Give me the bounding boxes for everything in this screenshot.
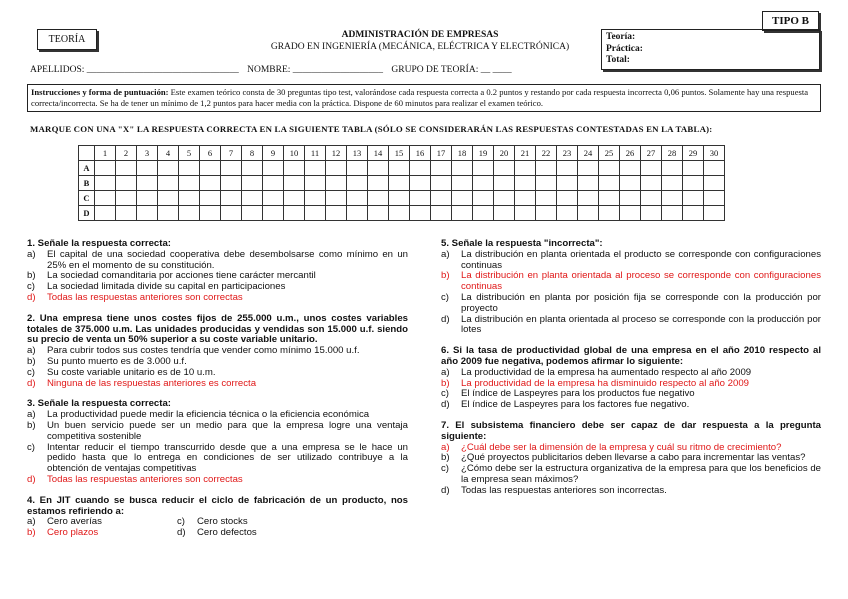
option-label: a) <box>27 345 36 357</box>
answer-option <box>177 528 327 539</box>
option-text: La distribución en planta orientada al proceso se corresponde con la producción por lotes <box>461 313 821 336</box>
answer-cell[interactable] <box>599 191 620 206</box>
answer-table <box>78 145 725 221</box>
column-number: 10 <box>284 146 305 161</box>
option-text: La distribución en planta por posición fija se corresponde con la producción por proyecto <box>461 291 821 314</box>
answer-cell[interactable] <box>683 191 704 206</box>
exam-title: ADMINISTRACIÓN DE EMPRESAS <box>341 30 499 40</box>
answer-cell[interactable] <box>662 176 683 191</box>
column-number: 9 <box>263 146 284 161</box>
answer-cell[interactable] <box>200 176 221 191</box>
instructions-box <box>27 84 821 112</box>
teoria-badge: TEORÍA <box>37 29 97 50</box>
column-number: 26 <box>620 146 641 161</box>
answer-cell[interactable] <box>116 161 137 176</box>
answer-row <box>79 191 725 206</box>
answer-cell[interactable] <box>200 191 221 206</box>
answer-cell[interactable] <box>494 191 515 206</box>
answer-table-header <box>79 146 725 161</box>
answer-cell[interactable] <box>452 176 473 191</box>
answer-cell[interactable] <box>557 161 578 176</box>
tipo-badge: TIPO B <box>762 11 819 31</box>
question-title: 5. Señale la respuesta "incorrecta": <box>441 238 603 249</box>
answer-cell[interactable] <box>473 176 494 191</box>
answer-cell[interactable] <box>704 176 725 191</box>
column-number: 5 <box>179 146 200 161</box>
answer-cell[interactable] <box>683 206 704 221</box>
answer-cell[interactable] <box>242 206 263 221</box>
answer-cell[interactable] <box>368 206 389 221</box>
option-text: Todas las respuestas anteriores son incorrectas. <box>461 484 667 496</box>
answer-option <box>27 250 408 272</box>
answer-cell[interactable] <box>305 176 326 191</box>
answer-cell[interactable] <box>620 206 641 221</box>
answer-option <box>441 368 821 379</box>
answer-cell[interactable] <box>641 206 662 221</box>
option-label: d) <box>441 484 450 496</box>
answer-cell[interactable] <box>494 176 515 191</box>
answer-cell[interactable] <box>389 176 410 191</box>
score-label-total: Total: <box>606 55 630 65</box>
answer-cell[interactable] <box>347 176 368 191</box>
answer-cell[interactable] <box>158 176 179 191</box>
option-label: d) <box>27 473 36 485</box>
row-label: A <box>79 161 95 176</box>
column-number: 22 <box>536 146 557 161</box>
answer-option <box>441 293 821 315</box>
answer-cell[interactable] <box>221 191 242 206</box>
option-text: Cero averías <box>47 516 102 528</box>
answer-cell[interactable] <box>158 191 179 206</box>
answer-cell[interactable] <box>137 191 158 206</box>
answer-cell[interactable] <box>662 206 683 221</box>
answer-cell[interactable] <box>242 191 263 206</box>
column-number: 25 <box>599 146 620 161</box>
answer-cell[interactable] <box>179 206 200 221</box>
answer-cell[interactable] <box>263 161 284 176</box>
answer-cell[interactable] <box>557 206 578 221</box>
column-number: 30 <box>704 146 725 161</box>
answer-cell[interactable] <box>305 206 326 221</box>
column-number: 20 <box>494 146 515 161</box>
answer-cell[interactable] <box>683 176 704 191</box>
answer-cell[interactable] <box>179 176 200 191</box>
answer-cell[interactable] <box>347 191 368 206</box>
option-label: c) <box>177 516 185 528</box>
option-text: Cero stocks <box>197 516 248 528</box>
answer-option <box>27 293 408 304</box>
answer-option <box>27 421 408 443</box>
question-title: 2. Una empresa tiene unos costes fijos de 255.000 u.m., unos costes variables totales de 375.000 u.m. Las unidades producidas y vendidas son 15.000 u.f. siendo su precio de venta un 50% superior a su coste variable unitario. <box>27 312 408 346</box>
answer-cell[interactable] <box>536 191 557 206</box>
answer-cell[interactable] <box>473 161 494 176</box>
answer-cell[interactable] <box>452 191 473 206</box>
answer-cell[interactable] <box>137 161 158 176</box>
answer-cell[interactable] <box>305 161 326 176</box>
answer-cell[interactable] <box>515 161 536 176</box>
column-number: 18 <box>452 146 473 161</box>
option-text: El índice de Laspeyres para los productos fue negativo <box>461 388 695 400</box>
answer-cell[interactable] <box>536 161 557 176</box>
column-number: 28 <box>662 146 683 161</box>
answer-cell[interactable] <box>368 161 389 176</box>
option-label: a) <box>441 441 450 453</box>
answer-cell[interactable] <box>494 161 515 176</box>
answer-cell[interactable] <box>389 206 410 221</box>
table-corner <box>79 146 95 161</box>
answer-cell[interactable] <box>284 206 305 221</box>
answer-cell[interactable] <box>683 161 704 176</box>
option-label: c) <box>27 281 35 293</box>
answer-row <box>79 161 725 176</box>
answer-cell[interactable] <box>137 176 158 191</box>
question-title: 6. Si la tasa de productividad global de una empresa en el año 2010 respecto al año 2009 fue negativa, podemos afirmar lo siguiente: <box>441 345 821 367</box>
option-text: La sociedad limitada divide su capital en participaciones <box>47 281 286 293</box>
answer-cell[interactable] <box>347 161 368 176</box>
answer-cell[interactable] <box>368 191 389 206</box>
instructions-label: Instrucciones y forma de puntuación: <box>31 87 169 97</box>
option-text: La distribución en planta orientada al proceso se corresponde con configuraciones continuas <box>461 270 821 293</box>
question <box>27 239 408 304</box>
column-number: 7 <box>221 146 242 161</box>
score-label-teoria: Teoría: <box>606 32 636 42</box>
answer-cell[interactable] <box>116 206 137 221</box>
answer-cell[interactable] <box>431 206 452 221</box>
column-number: 2 <box>116 146 137 161</box>
answer-cell[interactable] <box>116 191 137 206</box>
answer-cell[interactable] <box>263 176 284 191</box>
answer-cell[interactable] <box>95 206 116 221</box>
answer-cell[interactable] <box>158 206 179 221</box>
answer-option <box>441 464 821 486</box>
option-label: c) <box>27 441 35 453</box>
answer-cell[interactable] <box>641 176 662 191</box>
option-label: b) <box>27 419 36 431</box>
score-box <box>601 29 820 70</box>
answer-cell[interactable] <box>242 161 263 176</box>
column-number: 8 <box>242 146 263 161</box>
option-text: Un buen servicio puede ser un medio para que la empresa logre una ventaja competitiva sostenible <box>47 419 408 442</box>
answer-cell[interactable] <box>221 206 242 221</box>
answer-cell[interactable] <box>515 206 536 221</box>
answer-cell[interactable] <box>704 191 725 206</box>
option-label: a) <box>27 248 36 260</box>
row-label: B <box>79 176 95 191</box>
answer-option <box>27 379 408 390</box>
answer-cell[interactable] <box>494 206 515 221</box>
option-text: ¿Cuál debe ser la dimensión de la empresa y cuál su ritmo de crecimiento? <box>461 441 782 453</box>
answer-cell[interactable] <box>326 191 347 206</box>
question <box>441 346 821 411</box>
column-number: 23 <box>557 146 578 161</box>
column-number: 16 <box>410 146 431 161</box>
answer-option <box>441 271 821 293</box>
answer-cell[interactable] <box>179 191 200 206</box>
answer-cell[interactable] <box>368 176 389 191</box>
answer-cell[interactable] <box>536 206 557 221</box>
question <box>441 239 821 336</box>
option-text: Para cubrir todos sus costes tendría que vender como mínimo 15.000 u.f. <box>47 345 360 357</box>
option-label: b) <box>27 270 36 282</box>
answer-cell[interactable] <box>599 206 620 221</box>
answer-cell[interactable] <box>620 176 641 191</box>
column-number: 3 <box>137 146 158 161</box>
answer-option <box>441 315 821 337</box>
answer-cell[interactable] <box>305 191 326 206</box>
option-text: El índice de Laspeyres para los factores fue negativo. <box>461 399 690 411</box>
answer-cell[interactable] <box>431 176 452 191</box>
answer-cell[interactable] <box>473 206 494 221</box>
column-number: 6 <box>200 146 221 161</box>
column-number: 29 <box>683 146 704 161</box>
answer-cell[interactable] <box>578 161 599 176</box>
question <box>27 496 408 539</box>
option-text: Ninguna de las respuestas anteriores es correcta <box>47 377 257 389</box>
answer-cell[interactable] <box>599 176 620 191</box>
column-number: 27 <box>641 146 662 161</box>
question-title: 3. Señale la respuesta correcta: <box>27 398 171 410</box>
answer-cell[interactable] <box>662 191 683 206</box>
option-label: c) <box>441 291 449 303</box>
option-text: La sociedad comanditaria por acciones tiene carácter mercantil <box>47 270 316 282</box>
option-label: d) <box>27 377 36 389</box>
option-label: d) <box>441 399 450 411</box>
answer-cell[interactable] <box>242 176 263 191</box>
question <box>441 421 821 497</box>
answer-cell[interactable] <box>95 161 116 176</box>
answer-cell[interactable] <box>326 206 347 221</box>
option-text: Cero plazos <box>47 527 99 539</box>
answer-cell[interactable] <box>200 206 221 221</box>
column-number: 19 <box>473 146 494 161</box>
option-text: La productividad de la empresa ha aumentado respecto al año 2009 <box>461 366 752 378</box>
answer-cell[interactable] <box>704 161 725 176</box>
instructions-text: Este examen teórico consta de 30 preguntas tipo test, valorándose cada respuesta correcta a 0.2 puntos y restando por cada respuesta incorrecta 0,06 puntos. Solamente hay una respuesta correcta/incorrecta. Se ha de tener un mínimo de 1,2 puntos para hacer media con la práctica. Dispone de 60 minutos para realizar el examen teórico. <box>31 87 809 108</box>
answer-cell[interactable] <box>410 206 431 221</box>
answer-cell[interactable] <box>578 176 599 191</box>
answer-cell[interactable] <box>620 191 641 206</box>
questions-right-column <box>441 239 821 507</box>
option-label: c) <box>441 388 449 400</box>
apellidos-field[interactable]: APELLIDOS: ________________________________ <box>30 65 239 75</box>
student-fields <box>30 65 518 75</box>
answer-option <box>441 400 821 411</box>
grupo-field[interactable]: GRUPO DE TEORÍA: __ ____ <box>391 65 512 75</box>
option-text: La productividad de la empresa ha disminuido respecto al año 2009 <box>461 377 749 389</box>
column-number: 4 <box>158 146 179 161</box>
exam-subtitle: GRADO EN INGENIERÍA (MECÁNICA, ELÉCTRICA Y ELECTRÓNICA) <box>270 42 570 52</box>
option-label: b) <box>27 527 36 539</box>
column-number: 14 <box>368 146 389 161</box>
column-number: 12 <box>326 146 347 161</box>
option-label: a) <box>441 366 450 378</box>
answer-cell[interactable] <box>326 176 347 191</box>
answer-option <box>27 368 408 379</box>
answer-option <box>441 486 821 497</box>
column-number: 21 <box>515 146 536 161</box>
option-text: Todas las respuestas anteriores son correctas <box>47 473 243 485</box>
option-label: b) <box>441 270 450 282</box>
answer-instruction: MARQUE CON UNA "X" LA RESPUESTA CORRECTA EN LA SIGUIENTE TABLA (SÓLO SE CONSIDERARÁN LAS RESPUESTAS CONTESTADAS EN LA TABLA): <box>30 124 713 134</box>
option-text: La productividad puede medir la eficiencia técnica o la eficiencia económica <box>47 409 370 421</box>
answer-cell[interactable] <box>431 191 452 206</box>
option-label: a) <box>27 516 36 528</box>
option-line <box>27 528 408 539</box>
option-text: Cero defectos <box>197 527 257 539</box>
option-label: b) <box>27 355 36 367</box>
option-label: d) <box>177 527 186 539</box>
score-label-practica: Práctica: <box>606 43 643 54</box>
option-label: c) <box>441 463 449 475</box>
column-number: 17 <box>431 146 452 161</box>
answer-cell[interactable] <box>116 176 137 191</box>
answer-cell[interactable] <box>473 191 494 206</box>
answer-cell[interactable] <box>137 206 158 221</box>
row-label: C <box>79 191 95 206</box>
answer-cell[interactable] <box>221 176 242 191</box>
column-number: 11 <box>305 146 326 161</box>
option-label: c) <box>27 366 35 378</box>
answer-cell[interactable] <box>284 176 305 191</box>
column-number: 15 <box>389 146 410 161</box>
answer-cell[interactable] <box>158 161 179 176</box>
answer-option <box>27 475 408 486</box>
answer-cell[interactable] <box>410 176 431 191</box>
column-number: 1 <box>95 146 116 161</box>
answer-cell[interactable] <box>641 161 662 176</box>
answer-cell[interactable] <box>704 206 725 221</box>
answer-cell[interactable] <box>263 206 284 221</box>
answer-cell[interactable] <box>557 191 578 206</box>
option-label: d) <box>27 291 36 303</box>
row-label: D <box>79 206 95 221</box>
question-title: 4. En JIT cuando se busca reducir el ciclo de fabricación de un producto, nos estamos refiriendo a: <box>27 494 408 517</box>
option-text: La distribución en planta orientada el producto se corresponde con configuraciones continuas <box>461 248 821 271</box>
answer-cell[interactable] <box>284 161 305 176</box>
answer-cell[interactable] <box>641 191 662 206</box>
option-label: a) <box>441 248 450 260</box>
option-label: b) <box>441 377 450 389</box>
answer-cell[interactable] <box>599 161 620 176</box>
nombre-field[interactable]: NOMBRE: ___________________ <box>247 65 384 75</box>
answer-cell[interactable] <box>515 176 536 191</box>
answer-cell[interactable] <box>410 161 431 176</box>
answer-row <box>79 176 725 191</box>
answer-cell[interactable] <box>410 191 431 206</box>
answer-cell[interactable] <box>263 191 284 206</box>
answer-cell[interactable] <box>578 206 599 221</box>
question-title: 1. Señale la respuesta correcta: <box>27 238 171 249</box>
answer-option <box>27 528 177 539</box>
answer-cell[interactable] <box>578 191 599 206</box>
answer-cell[interactable] <box>389 161 410 176</box>
question <box>27 314 408 390</box>
option-text: ¿Cómo debe ser la estructura organizativa de la empresa para que los beneficios de la empresa sean máximos? <box>461 463 821 485</box>
answer-cell[interactable] <box>557 176 578 191</box>
question-title: 7. El subsistema financiero debe ser capaz de dar respuesta a la pregunta siguiente: <box>441 419 821 442</box>
option-text: Intentar reducir el tiempo transcurrido desde que a una empresa se le hace un pedido hasta que lo entrega en condiciones de ser utilizado contribuye a la obtención de ventajas competitivas <box>47 441 408 475</box>
answer-cell[interactable] <box>620 161 641 176</box>
answer-cell[interactable] <box>536 176 557 191</box>
answer-cell[interactable] <box>179 161 200 176</box>
answer-cell[interactable] <box>452 206 473 221</box>
option-text: Su punto muerto es de 3.000 u.f. <box>47 355 187 367</box>
option-text: El capital de una sociedad cooperativa debe desembolsarse como mínimo en un 25% en el momento de su constitución. <box>47 248 408 271</box>
column-number: 13 <box>347 146 368 161</box>
answer-cell[interactable] <box>95 176 116 191</box>
answer-cell[interactable] <box>662 161 683 176</box>
option-text: Su coste variable unitario es de 10 u.m. <box>47 366 216 378</box>
answer-option <box>441 250 821 272</box>
answer-cell[interactable] <box>200 161 221 176</box>
answer-cell[interactable] <box>221 161 242 176</box>
option-text: Todas las respuestas anteriores son correctas <box>47 291 243 303</box>
answer-cell[interactable] <box>347 206 368 221</box>
column-number: 24 <box>578 146 599 161</box>
option-label: d) <box>441 313 450 325</box>
option-text: ¿Qué proyectos publicitarios deben llevarse a cabo para incrementar las ventas? <box>461 452 806 464</box>
option-label: a) <box>27 409 36 421</box>
question <box>27 399 408 485</box>
answer-cell[interactable] <box>515 191 536 206</box>
answer-cell[interactable] <box>326 161 347 176</box>
answer-cell[interactable] <box>284 191 305 206</box>
answer-cell[interactable] <box>95 191 116 206</box>
questions-left-column <box>27 239 408 549</box>
answer-cell[interactable] <box>452 161 473 176</box>
option-label: b) <box>441 452 450 464</box>
answer-cell[interactable] <box>389 191 410 206</box>
answer-cell[interactable] <box>431 161 452 176</box>
answer-option <box>27 443 408 475</box>
answer-row <box>79 206 725 221</box>
